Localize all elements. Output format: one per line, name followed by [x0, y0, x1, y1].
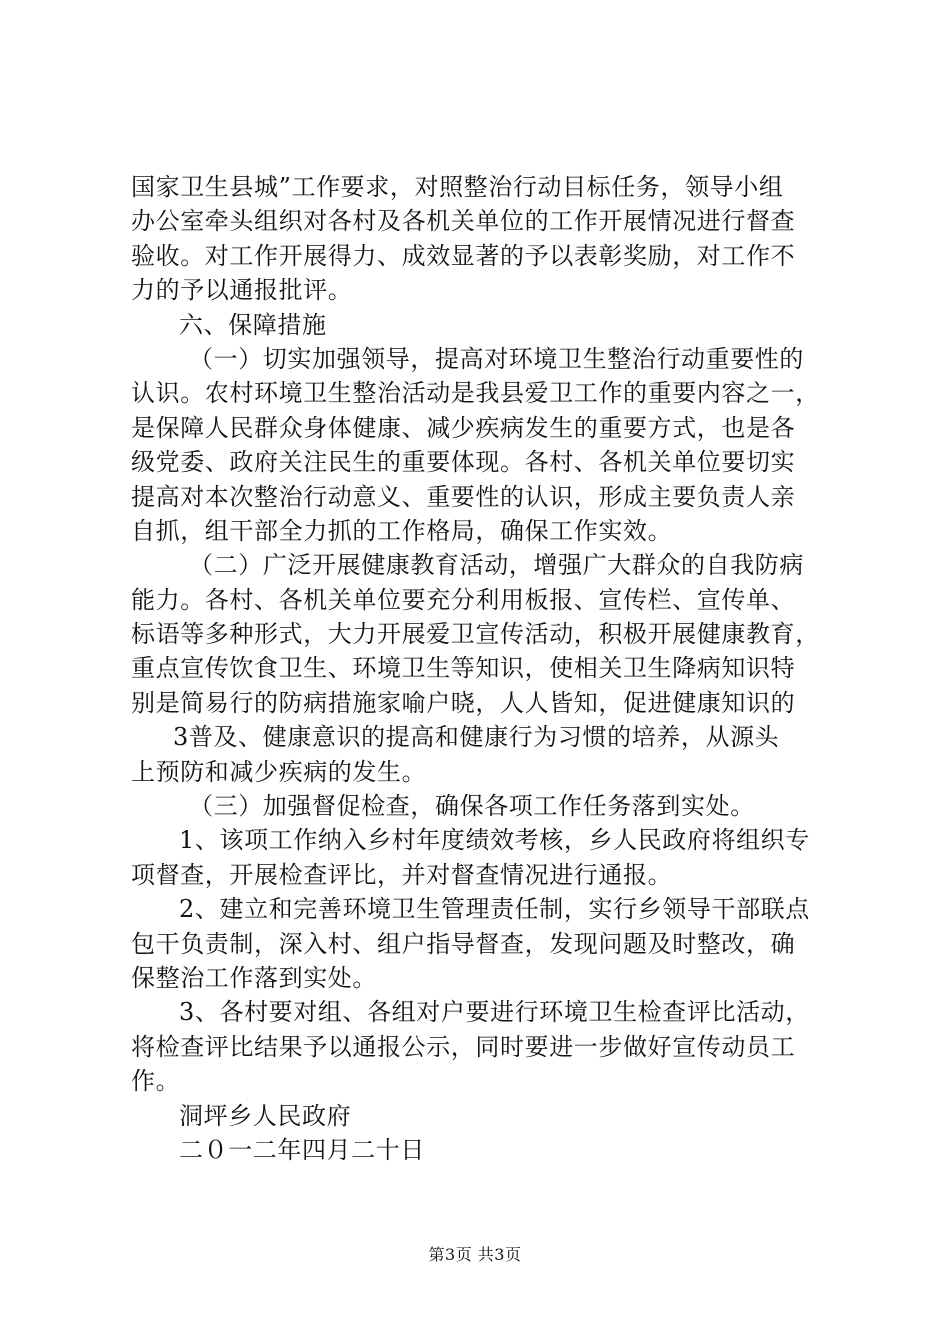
text-line: 是保障人民群众身体健康、减少疾病发生的重要方式，也是各 [131, 413, 796, 442]
text-line: 力的予以通报批评。 [131, 276, 353, 305]
text-line: 级党委、政府关注民生的重要体现。各村、各机关单位要切实 [131, 448, 796, 477]
text-line: （三）加强督促检查，确保各项工作任务落到实处。 [189, 792, 755, 821]
text-line: 1、该项工作纳入乡村年度绩效考核，乡人民政府将组织专 [179, 826, 810, 855]
signature-organization: 洞坪乡人民政府 [179, 1101, 352, 1130]
text-line: 标语等多种形式，大力开展爱卫宣传活动，积极开展健康教育， [131, 620, 820, 649]
text-line: 3普及、健康意识的提高和健康行为习惯的培养，从源头 [173, 723, 780, 752]
text-line: 别是简易行的防病措施家喻户晓，人人皆知，促进健康知识的 [131, 688, 796, 717]
text-line: 自抓，组干部全力抓的工作格局，确保工作实效。 [131, 516, 673, 545]
text-line: （一）切实加强领导，提高对环境卫生整治行动重要性的 [189, 344, 804, 373]
document-body [131, 170, 831, 1167]
text-line: 办公室牵头组织对各村及各机关单位的工作开展情况进行督查 [131, 207, 796, 236]
text-line: 包干负责制，深入村、组户指导督查，发现问题及时整改，确 [131, 929, 796, 958]
page-number-footer: 第3页 共3页 [428, 1245, 522, 1264]
text-line: 认识。农村环境卫生整治活动是我县爱卫工作的重要内容之一， [131, 379, 820, 408]
text-line: 2、建立和完善环境卫生管理责任制，实行乡领导干部联点 [179, 895, 810, 924]
text-line: 上预防和减少疾病的发生。 [131, 757, 427, 786]
signature-date: 二０一二年四月二十日 [179, 1135, 425, 1164]
text-line: 保整治工作落到实处。 [131, 963, 377, 992]
text-line: 项督查，开展检查评比，并对督查情况进行通报。 [131, 860, 673, 889]
text-line: 能力。各村、各机关单位要充分利用板报、宣传栏、宣传单、 [131, 585, 796, 614]
text-line: 国家卫生县城”工作要求，对照整治行动目标任务，领导小组 [131, 173, 784, 201]
text-line: 3、各村要对组、各组对户要进行环境卫生检查评比活动， [179, 998, 810, 1027]
text-line: 提高对本次整治行动意义、重要性的认识，形成主要负责人亲 [131, 482, 796, 511]
text-line: 重点宣传饮食卫生、环境卫生等知识，使相关卫生降病知识特 [131, 654, 796, 683]
text-line: 验收。对工作开展得力、成效显著的予以表彰奖励，对工作不 [131, 241, 796, 270]
text-line: 将检查评比结果予以通报公示，同时要进一步做好宣传动员工 [131, 1032, 796, 1061]
text-line: 作。 [131, 1067, 181, 1096]
section-heading: 六、保障措施 [179, 310, 327, 339]
text-line: （二）广泛开展健康教育活动，增强广大群众的自我防病 [189, 551, 804, 580]
